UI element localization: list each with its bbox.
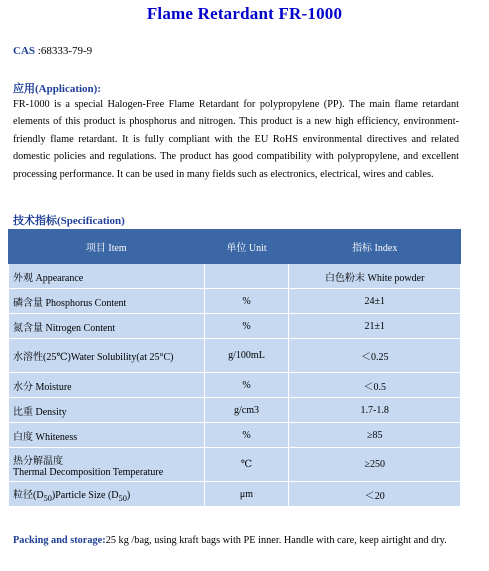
row-item-en: Thermal Decomposition Temperature <box>13 466 164 478</box>
table-row <box>9 373 461 398</box>
application-text: FR-1000 is a special Halogen-Free Flame Retardant for polypropylene (PP). The main flame retardant elements of this product is phosphorus and nitrogen. This product is a new high efficiency, environment- friendly flame retardant. It is fully compliant with the EU RoHS environmental directives and related domestic policies and regulations. The product has good compatibility with polypropylene, and excellent processing performance. It can be used in many fields such as electronics, electrical, wires and cables. <box>13 99 459 180</box>
row-item: 外观 Appearance <box>9 264 205 289</box>
table-row <box>9 339 461 373</box>
row-index: 白色粉末 White powder <box>289 264 461 289</box>
row-item: 磷含量 Phosphorus Content <box>9 289 205 314</box>
row-index: 1.7-1.8 <box>289 398 461 423</box>
row-unit: g/cm3 <box>204 398 289 423</box>
row-item: 水溶性(25℃)Water Solubility(at 25°C) <box>9 339 205 373</box>
row-unit <box>204 264 289 289</box>
table-row <box>9 482 461 507</box>
row-index: ≥250 <box>289 448 461 482</box>
row-unit: ℃ <box>204 448 289 482</box>
row-item: 氮含量 Nitrogen Content <box>9 314 205 339</box>
cas-number <box>13 45 92 57</box>
cas-value: :68333-79-9 <box>37 45 93 57</box>
packing-label: Packing and storage: <box>13 535 106 546</box>
row-item-sub: 50 <box>118 493 127 503</box>
row-unit: μm <box>204 482 289 507</box>
table-row <box>9 264 461 289</box>
header-unit: 单位 Unit <box>204 230 289 264</box>
row-index: ＜0.5 <box>289 373 461 398</box>
row-item <box>9 482 205 507</box>
row-index: ≥85 <box>289 423 461 448</box>
row-item-post: ) <box>126 489 131 501</box>
row-item: 白度 Whiteness <box>9 423 205 448</box>
specification-table <box>8 229 461 507</box>
row-item-cn: 热分解温度 <box>13 455 63 467</box>
row-index: 21±1 <box>289 314 461 339</box>
header-index: 指标 Index <box>289 230 461 264</box>
row-item: 比重 Density <box>9 398 205 423</box>
table-header-row <box>9 230 461 264</box>
row-item-mid: )Particle Size (D <box>51 489 119 501</box>
row-unit: % <box>204 289 289 314</box>
row-index: ＜20 <box>289 482 461 507</box>
document-title: Flame Retardant FR-1000 <box>146 4 343 23</box>
row-unit: % <box>204 423 289 448</box>
row-unit: % <box>204 373 289 398</box>
table-row <box>9 448 461 482</box>
table-row <box>9 423 461 448</box>
row-item-pre: 粒径(D <box>13 489 44 501</box>
row-index: ＜0.25 <box>289 339 461 373</box>
application-heading: 应用(Application): <box>13 83 101 95</box>
row-unit: % <box>204 314 289 339</box>
packing-text: 25 kg /bag, using kraft bags with PE inner. Handle with care, keep airtight and dry. <box>105 535 447 546</box>
specification-heading: 技术指标(Specification) <box>13 215 125 227</box>
row-index: 24±1 <box>289 289 461 314</box>
packing-storage <box>13 532 463 549</box>
table-row <box>9 289 461 314</box>
table-row <box>9 398 461 423</box>
table-row <box>9 314 461 339</box>
row-item-sub: 50 <box>43 493 52 503</box>
header-item: 项目 Item <box>9 230 205 264</box>
cas-label: CAS <box>13 45 36 57</box>
row-item <box>9 448 205 482</box>
row-item: 水分 Moisture <box>9 373 205 398</box>
row-unit: g/100mL <box>204 339 289 373</box>
